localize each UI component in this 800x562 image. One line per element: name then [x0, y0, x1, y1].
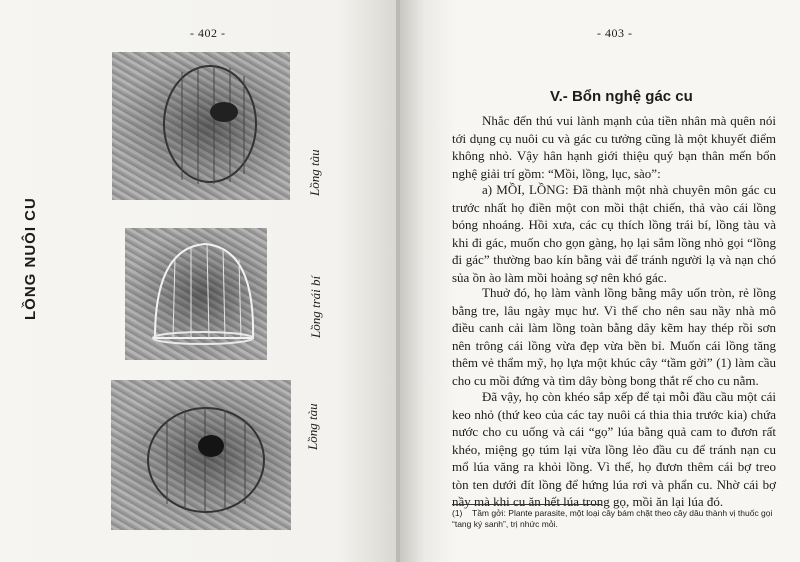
- left-page: [0, 0, 398, 562]
- footnote-number: (1): [452, 508, 463, 518]
- paragraph-text: Đã vậy, họ còn khéo sắp xếp để tại mỗi đầu cầu một cái keo nhỏ (thứ keo của các tay nuôi cá thia thia trước kia) chứa nước cho cu uống và cái “gọ” lúa bằng quả cam to đươn rất khéo, miệng gọ túm lại vừa lồng lẻo đầu cu để tránh nạn cu mổ lúa văng ra khỏi lồng. Vì thế, họ đươn thêm cái bợ treo tòn ten dưới đít lồng để hứng lúa rơi và phẩn cu. Nhờ cái bợ nầy mà khi cu ăn hết lúa trong gọ, mồi ăn lại lúa đó.: [452, 389, 776, 509]
- cage-drawing-1: [112, 52, 290, 200]
- paragraph-4: [452, 388, 776, 511]
- caption-cage-1: Lồng tàu: [307, 149, 322, 196]
- caption-cage-2: Lồng trái bí: [308, 275, 323, 338]
- footnote: [452, 508, 778, 530]
- cage-drawing-3: [111, 380, 291, 530]
- footnote-divider: [452, 504, 602, 505]
- page-number-right: - 403 -: [597, 26, 633, 40]
- cage-drawing-2: [125, 228, 267, 360]
- right-page: [400, 0, 800, 562]
- cage-photo-3: [111, 380, 291, 530]
- vertical-chapter-title: LỒNG NUÔI CU: [22, 197, 39, 320]
- paragraph-1: [452, 112, 776, 182]
- section-heading: V.- Bổn nghệ gác cu: [550, 88, 693, 105]
- paragraph-2: [452, 181, 776, 286]
- caption-cage-3: Lồng tàu: [305, 403, 320, 450]
- cage-photo-1: [112, 52, 290, 200]
- page-number-left: - 402 -: [190, 26, 226, 40]
- paragraph-text: a) MỒI, LỒNG: Đã thành một nhà chuyên môn gác cu trước nhất họ điền một con mồi thật chiến, thả vào cái lồng bóng nhoáng. Hồi xưa, các cụ thích lồng trái bí, lồng tàu và khi đi gác, muốn cho gọn gàng, họ lại sắm lồng nhỏ gọi “lồng đi gác” thường bao kín bằng vải để tránh người lạ và nạn chó sủa ồn ào làm mồi hoảng sợ nên khó gác.: [452, 182, 776, 285]
- cage-photo-2: [125, 228, 267, 360]
- footnote-text: Tầm gởi: Plante parasite, một loại cây bám chặt theo cây dâu thành vị thuốc gọi “tang ký sanh”, trị nhức mỏi.: [452, 508, 773, 529]
- paragraph-3: [452, 284, 776, 389]
- paragraph-text: Nhắc đến thú vui lành mạnh của tiền nhân mà quên nói tới dụng cụ nuôi cu và gác cu tưởng cũng là một khuyết điểm không nhỏ. Vậy hân hạnh giới thiệu quý bạn thân mến bổn nghệ giải trí gồm: “Mồi, lồng, lục, sào”:: [452, 113, 776, 181]
- paragraph-text: Thuở đó, họ làm vành lồng bằng mây uốn tròn, rẻ lồng bằng tre, lâu ngày mục hư. Vì thế cho nên sau nầy nhà mô điều canh cải làm lồng toàn bằng dây kẽm hay thép rồi sơn nên trông cái lồng vừa đẹp vừa bền bỉ. Muốn cái lồng tăng thêm vẻ thẩm mỹ, họ lựa một khúc cây “tầm gởi” (1) làm cầu cho cu mồi đứng và tìm dây bòng bong thắt rế cho cu nằm.: [452, 285, 776, 388]
